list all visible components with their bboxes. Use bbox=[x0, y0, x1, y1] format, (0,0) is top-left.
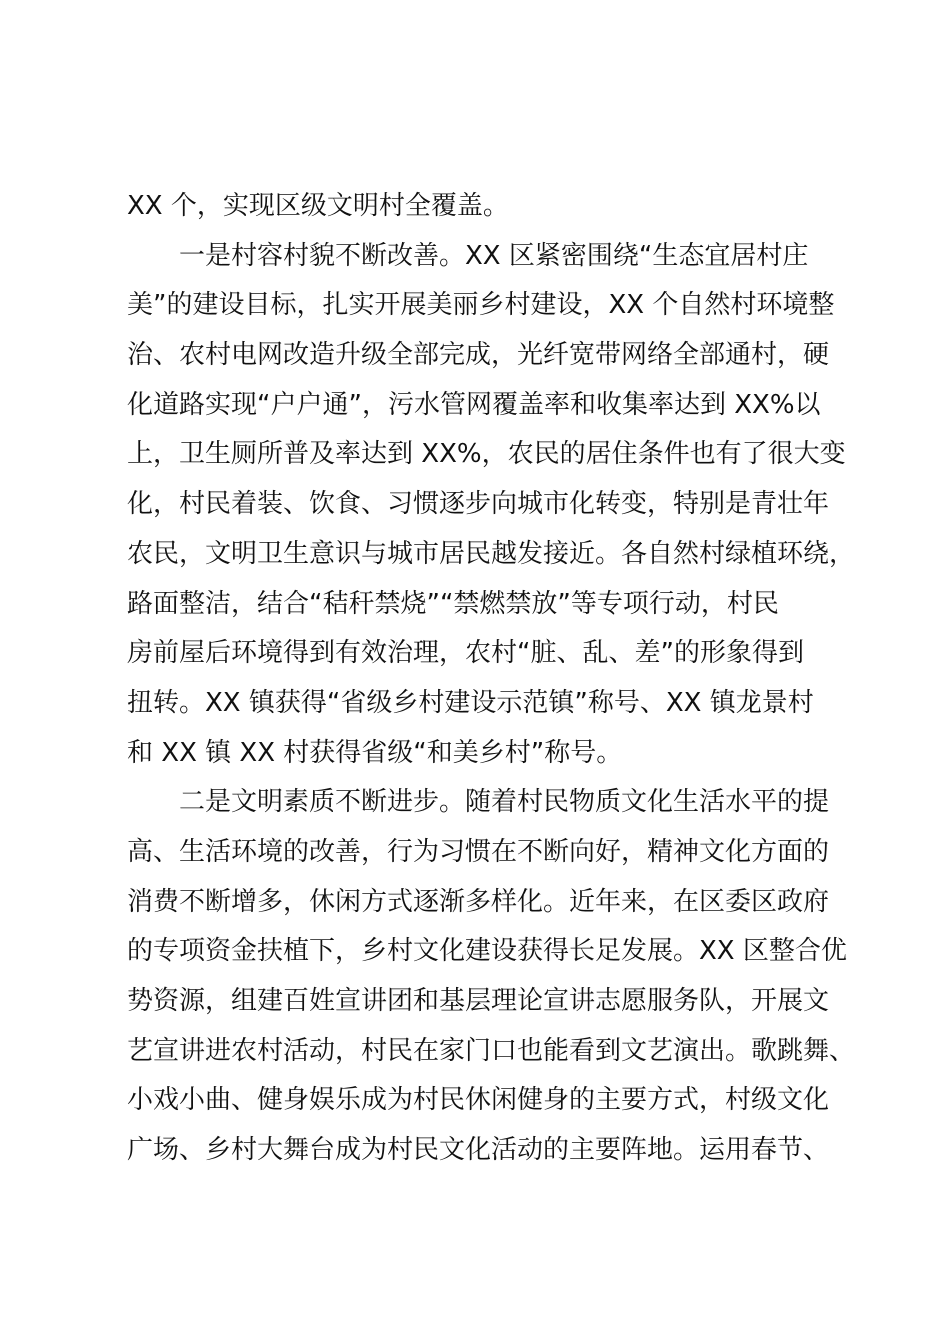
text-line: 势资源，组建百姓宣讲团和基层理论宣讲志愿服务队，开展文 bbox=[127, 986, 830, 1016]
paragraph-start-line: 二是文明素质不断进步。随着村民物质文化生活水平的提 bbox=[179, 787, 830, 818]
text-line: 房前屋后环境得到有效治理，农村“脏、乱、差”的形象得到 bbox=[127, 638, 804, 669]
text-line: 治、农村电网改造升级全部完成，光纤宽带网络全部通村，硬 bbox=[127, 340, 830, 371]
text-line: 艺宣讲进农村活动，村民在家门口也能看到文艺演出。歌跳舞、 bbox=[127, 1035, 856, 1066]
text-line: 农民，文明卫生意识与城市居民越发接近。各自然村绿植环绕， bbox=[127, 538, 856, 569]
text-line: 化，村民着装、饮食、习惯逐步向城市化转变，特别是青壮年 bbox=[127, 489, 830, 520]
text-line: 小戏小曲、健身娱乐成为村民休闲健身的主要方式，村级文化 bbox=[127, 1085, 830, 1116]
text-line: 上，卫生厕所普及率达到 XX%，农民的居住条件也有了很大变 bbox=[127, 439, 846, 470]
document-body bbox=[127, 182, 856, 1176]
text-line: 的专项资金扶植下，乡村文化建设获得长足发展。XX 区整合优 bbox=[127, 936, 847, 967]
paragraph-start-line: 一是村容村貌不断改善。XX 区紧密围绕“生态宜居村庄 bbox=[179, 240, 809, 271]
text-line: XX 个，实现区级文明村全覆盖。 bbox=[127, 191, 509, 221]
text-line: 路面整洁，结合“秸秆禁烧”“禁燃禁放”等专项行动，村民 bbox=[127, 588, 779, 619]
text-line: 化道路实现“户户通”，污水管网覆盖率和收集率达到 XX%以 bbox=[127, 389, 821, 420]
text-line: 扭转。XX 镇获得“省级乡村建设示范镇”称号、XX 镇龙景村 bbox=[127, 687, 814, 718]
text-line: 和 XX 镇 XX 村获得省级“和美乡村”称号。 bbox=[127, 737, 623, 768]
text-line: 美”的建设目标，扎实开展美丽乡村建设，XX 个自然村环境整 bbox=[127, 290, 835, 321]
text-line: 消费不断增多，休闲方式逐渐多样化。近年来，在区委区政府 bbox=[127, 886, 830, 917]
text-line: 高、生活环境的改善，行为习惯在不断向好，精神文化方面的 bbox=[127, 836, 830, 867]
text-line: 广场、乡村大舞台成为村民文化活动的主要阵地。运用春节、 bbox=[127, 1135, 830, 1166]
